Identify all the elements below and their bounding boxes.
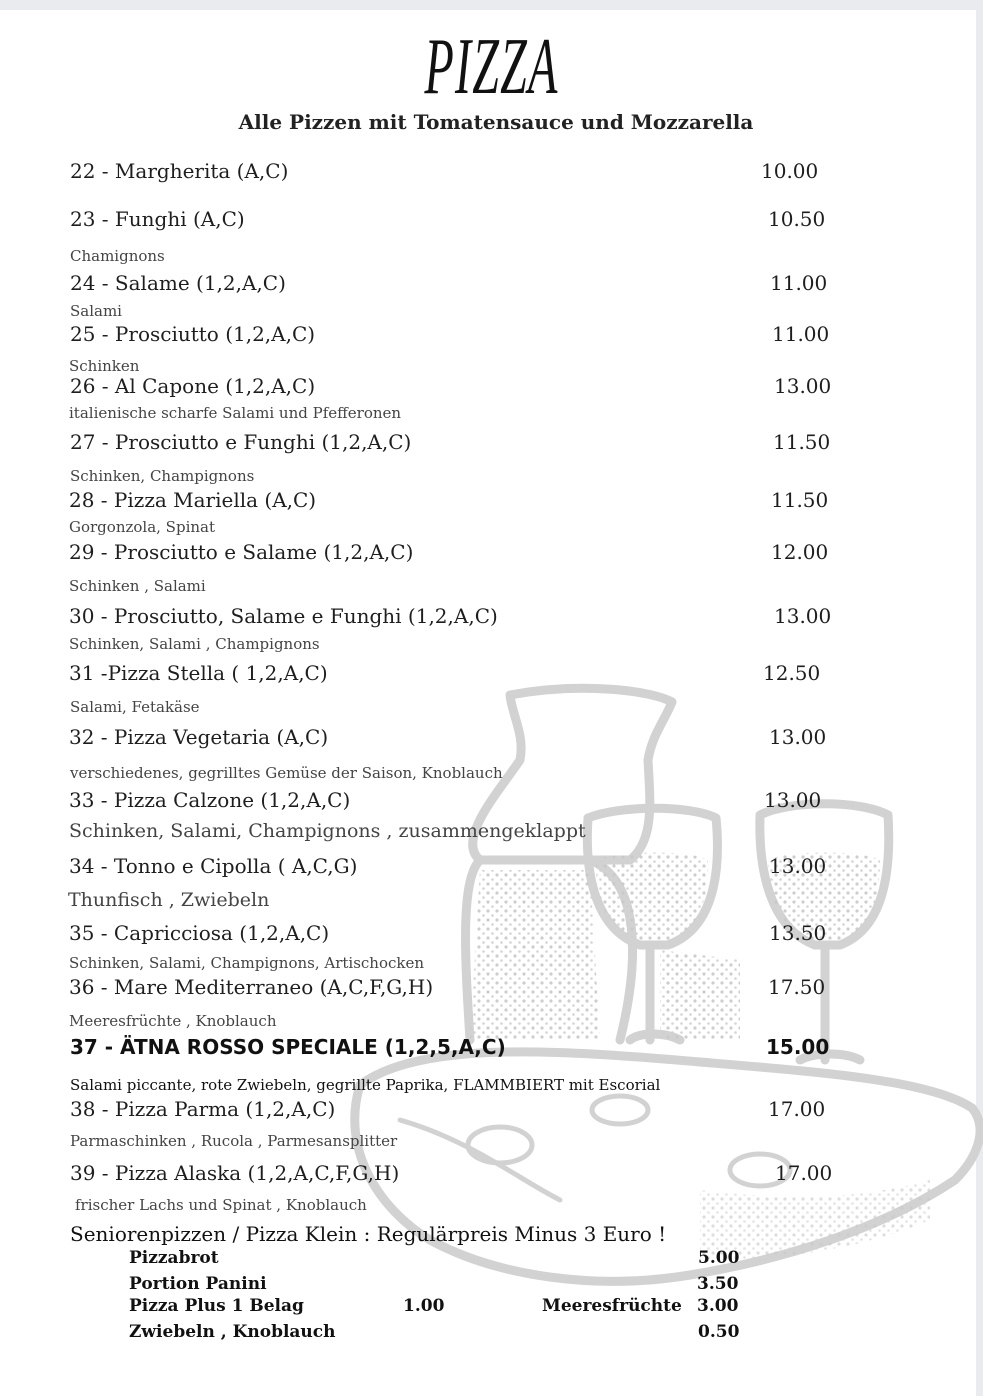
menu-item-description: verschiedenes, gegrilltes Gemüse der Saison, Knoblauch [70, 764, 503, 782]
extra-item-price: 3.00 [697, 1296, 739, 1316]
menu-item-name: 31 -Pizza Stella ( 1,2,A,C) [69, 661, 328, 685]
menu-item-description: Salami piccante, rote Zwiebeln, gegrillte Paprika, FLAMMBIERT mit Escorial [70, 1076, 661, 1094]
menu-item-price: 13.00 [764, 788, 822, 812]
menu-item-description: Schinken , Salami [69, 577, 206, 595]
menu-item-name: 23 - Funghi (A,C) [70, 207, 245, 231]
menu-item-description: Schinken, Salami, Champignons, Artischocken [69, 954, 425, 972]
menu-item-name: 30 - Prosciutto, Salame e Funghi (1,2,A,C) [69, 604, 498, 628]
menu-item-description: Thunfisch , Zwiebeln [68, 889, 270, 911]
menu-item-name: 32 - Pizza Vegetaria (A,C) [69, 725, 329, 749]
menu-item-description: Chamignons [70, 247, 165, 265]
menu-item-name: 28 - Pizza Mariella (A,C) [69, 488, 317, 512]
menu-item-description: Parmaschinken , Rucola , Parmesansplitter [70, 1132, 398, 1150]
menu-item-name: 35 - Capricciosa (1,2,A,C) [69, 921, 330, 945]
menu-item-name: 29 - Prosciutto e Salame (1,2,A,C) [69, 540, 414, 564]
extra-item-name: Zwiebeln , Knoblauch [129, 1322, 336, 1342]
menu-item-price: 17.00 [775, 1161, 833, 1185]
page-title: PIZZA [424, 23, 559, 111]
extra-item-name: Pizza Plus 1 Belag [129, 1296, 304, 1316]
menu-item-price: 13.50 [769, 921, 827, 945]
menu-item-description: Salami [70, 302, 122, 320]
extra-item-price: 5.00 [698, 1248, 740, 1268]
menu-item-price: 13.00 [769, 725, 827, 749]
menu-item-price: 11.50 [773, 430, 831, 454]
extra-item-mid-price: 1.00 [403, 1296, 445, 1316]
menu-item-price: 10.50 [768, 207, 826, 231]
menu-item-name: 38 - Pizza Parma (1,2,A,C) [70, 1097, 336, 1121]
menu-item-price: 17.00 [768, 1097, 826, 1121]
menu-item-name: 34 - Tonno e Cipolla ( A,C,G) [69, 854, 358, 878]
menu-item-price: 11.00 [770, 271, 828, 295]
menu-item-price: 13.00 [774, 604, 832, 628]
menu-item-price: 10.00 [761, 159, 819, 183]
menu-item-price: 17.50 [768, 975, 826, 999]
menu-item-description: Gorgonzola, Spinat [69, 518, 215, 536]
menu-item-price: 13.00 [774, 374, 832, 398]
menu-item-description: Schinken, Salami, Champignons , zusammengeklappt [69, 820, 586, 842]
menu-item-description: Schinken, Salami , Champignons [69, 635, 320, 653]
menu-item-price: 12.50 [763, 661, 821, 685]
menu-item-name-featured: 37 - ÄTNA ROSSO SPECIALE (1,2,5,A,C) [70, 1035, 506, 1059]
extra-item-price: 0.50 [698, 1322, 740, 1342]
extra-item-mid-label: Meeresfrüchte [542, 1296, 682, 1316]
menu-item-description: Meeresfrüchte , Knoblauch [69, 1012, 277, 1030]
menu-item-name: 27 - Prosciutto e Funghi (1,2,A,C) [70, 430, 412, 454]
menu-item-name: 39 - Pizza Alaska (1,2,A,C,F,G,H) [70, 1161, 400, 1185]
menu-item-name: 36 - Mare Mediterraneo (A,C,F,G,H) [69, 975, 434, 999]
menu-item-price-featured: 15.00 [766, 1035, 830, 1059]
menu-item-description: Schinken [69, 357, 140, 375]
extra-item-name: Portion Panini [129, 1274, 267, 1294]
menu-item-name: 26 - Al Capone (1,2,A,C) [70, 374, 316, 398]
menu-item-name: 33 - Pizza Calzone (1,2,A,C) [69, 788, 351, 812]
menu-item-description: italienische scharfe Salami und Pfefferonen [69, 404, 402, 422]
extra-item-price: 3.50 [697, 1274, 739, 1294]
menu-item-name: 24 - Salame (1,2,A,C) [70, 271, 286, 295]
menu-item-price: 11.50 [771, 488, 829, 512]
menu-item-price: 11.00 [772, 322, 830, 346]
menu-item-description: Salami, Fetakäse [70, 698, 200, 716]
page-subtitle: Alle Pizzen mit Tomatensauce und Mozzarella [238, 110, 754, 134]
menu-item-price: 13.00 [769, 854, 827, 878]
senior-pizza-note: Seniorenpizzen / Pizza Klein : Regulärpreis Minus 3 Euro ! [70, 1222, 667, 1246]
menu-item-description: frischer Lachs und Spinat , Knoblauch [75, 1196, 367, 1214]
menu-item-name: 22 - Margherita (A,C) [70, 159, 289, 183]
menu-item-name: 25 - Prosciutto (1,2,A,C) [70, 322, 316, 346]
extra-item-name: Pizzabrot [129, 1248, 219, 1268]
menu-item-description: Schinken, Champignons [70, 467, 255, 485]
menu-item-price: 12.00 [771, 540, 829, 564]
